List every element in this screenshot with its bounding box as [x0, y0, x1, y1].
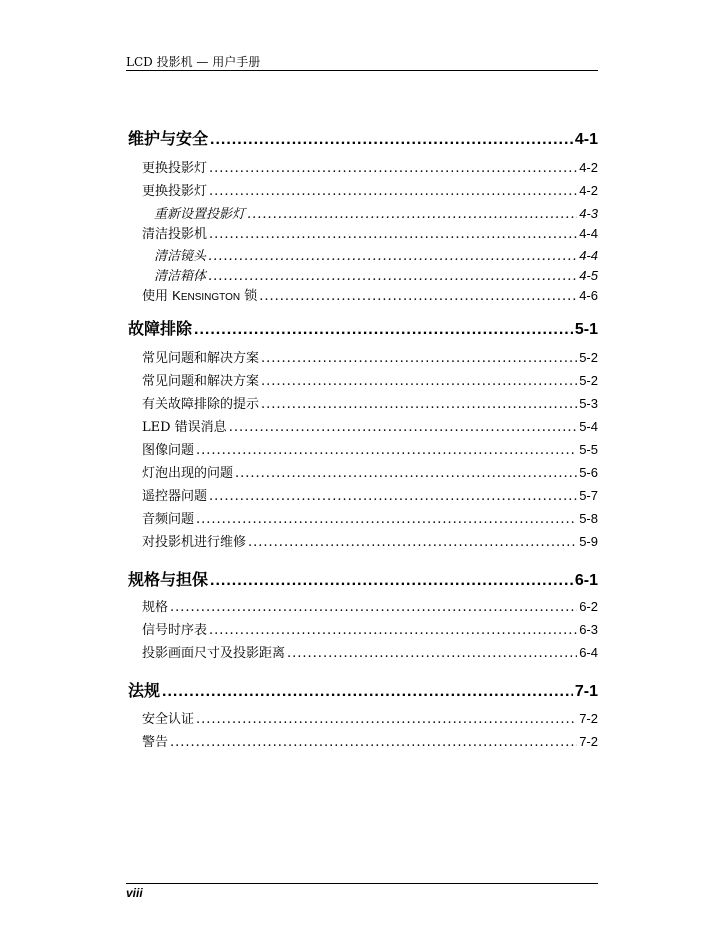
page-number: viii	[126, 886, 143, 900]
toc-entry[interactable]: 投影画面尺寸及投影距离 ..... 6-4	[128, 642, 598, 661]
toc-entry[interactable]: 音频问题 ..... 5-8	[128, 508, 598, 527]
toc-entry[interactable]: 遥控器问题 ..... 5-7	[128, 485, 598, 504]
toc-entry[interactable]: 对投影机进行维修 ..... 5-9	[128, 531, 598, 550]
footer-rule	[126, 883, 598, 884]
toc-entry[interactable]: 警告 ..... 7-2	[128, 731, 598, 750]
toc-entry[interactable]: 安全认证 ..... 7-2	[128, 708, 598, 727]
toc-chapter-maintenance[interactable]: 维护与安全 ..... 4-1	[128, 126, 598, 149]
toc-subentry[interactable]: 重新设置投影灯 ..... 4-3	[128, 203, 598, 222]
toc-entry[interactable]: 使用 KENSINGTON 锁 ..... 4-6	[128, 285, 598, 304]
toc-entry[interactable]: LED 错误消息 ..... 5-4	[128, 416, 598, 435]
toc-entry[interactable]: 灯泡出现的问题 ..... 5-6	[128, 462, 598, 481]
toc-subentry[interactable]: 清洁箱体 ..... 4-5	[128, 265, 598, 284]
toc-chapter-troubleshooting[interactable]: 故障排除 ..... 5-1	[128, 316, 598, 339]
running-header	[126, 52, 598, 71]
toc-entry[interactable]: 常见问题和解决方案 ..... 5-2	[128, 347, 598, 366]
toc-entry[interactable]: 更换投影灯 ..... 4-2	[128, 157, 598, 176]
toc-entry[interactable]: 规格 ..... 6-2	[128, 596, 598, 615]
toc-entry[interactable]: 图像问题 ..... 5-5	[128, 439, 598, 458]
toc-entry[interactable]: 信号时序表 ..... 6-3	[128, 619, 598, 638]
header-title: LCD 投影机 — 用户手册	[126, 55, 261, 69]
toc-chapter-regulations[interactable]: 法规 ..... 7-1	[128, 678, 598, 701]
toc-subentry[interactable]: 清洁镜头 ..... 4-4	[128, 245, 598, 264]
toc-chapter-specifications[interactable]: 规格与担保 ..... 6-1	[128, 567, 598, 590]
toc-entry[interactable]: 有关故障排除的提示 ..... 5-3	[128, 393, 598, 412]
toc-entry[interactable]: 常见问题和解决方案 ..... 5-2	[128, 370, 598, 389]
toc-entry[interactable]: 更换投影灯 ..... 4-2	[128, 180, 598, 199]
toc-entry[interactable]: 清洁投影机 ..... 4-4	[128, 223, 598, 242]
